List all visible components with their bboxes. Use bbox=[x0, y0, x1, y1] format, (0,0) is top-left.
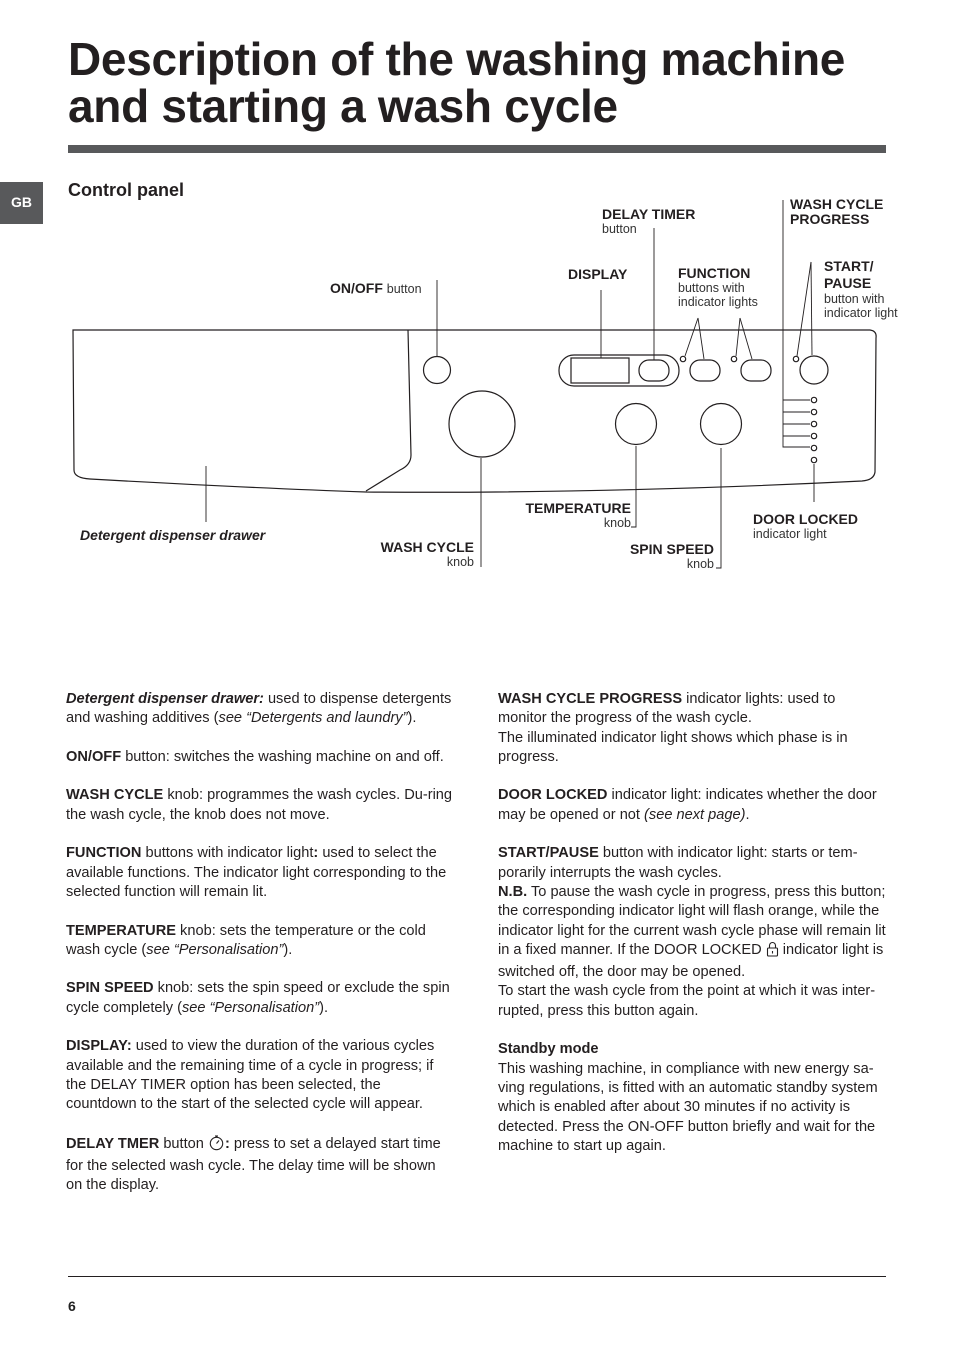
label-display: DISPLAY bbox=[568, 266, 628, 282]
start-pause-light bbox=[793, 356, 798, 361]
function-button-2 bbox=[741, 360, 771, 381]
desc-wash-cycle-progress: WASH CYCLE PROGRESS indicator lights: used to monitor the progress of the wash cycle. The illuminated indicator light shows which phase is in progress. bbox=[498, 691, 848, 765]
section-title: Control panel bbox=[68, 180, 184, 200]
function-button-1 bbox=[690, 360, 720, 381]
desc-function: FUNCTION buttons with indicator light: used to select the available functions. The indicator light corresponding to the selected function will remain lit. bbox=[66, 845, 447, 900]
desc-on-off: ON/OFF button: switches the washing machine on and off. bbox=[66, 748, 444, 765]
label-wash-cycle: WASH CYCLE knob bbox=[380, 539, 474, 569]
function-light-2 bbox=[731, 356, 736, 361]
progress-light-1 bbox=[811, 397, 816, 402]
page-title: Description of the washing machine and starting a wash cycle bbox=[68, 33, 846, 132]
drawer-seam bbox=[366, 330, 411, 491]
desc-spin-speed: SPIN SPEED knob: sets the spin speed or exclude the spin cycle completely (see “Personalisation”). bbox=[66, 980, 450, 1016]
label-delay-timer: DELAY TIMER button bbox=[602, 206, 696, 236]
language-tab: GB bbox=[0, 182, 43, 224]
left-column bbox=[66, 690, 454, 1215]
desc-detergent: Detergent dispenser drawer: used to dispense detergents and washing additives (see “Detergents and laundry”). bbox=[66, 691, 452, 727]
door-locked-light bbox=[811, 457, 816, 462]
label-wash-cycle-progress: WASH CYCLE PROGRESS bbox=[790, 196, 884, 227]
padlock-icon bbox=[766, 941, 779, 963]
label-start-pause: START/ PAUSE button with indicator light bbox=[824, 258, 898, 320]
control-panel-diagram bbox=[0, 0, 954, 600]
progress-light-3 bbox=[811, 421, 816, 426]
label-function: FUNCTION buttons with indicator lights bbox=[678, 265, 758, 309]
desc-delay-timer: DELAY TMER button : press to set a delayed start time for the selected wash cycle. The delay time will be shown on the display. bbox=[66, 1135, 441, 1194]
display-screen bbox=[571, 358, 629, 383]
label-temperature: TEMPERATURE knob bbox=[525, 500, 631, 530]
right-column bbox=[498, 690, 888, 1175]
progress-light-2 bbox=[811, 409, 816, 414]
desc-door-locked: DOOR LOCKED indicator light: indicates whether the door may be opened or not (see next page). bbox=[498, 787, 877, 823]
panel-outline bbox=[73, 330, 876, 492]
desc-wash-cycle: WASH CYCLE knob: programmes the wash cycles. Du-ring the wash cycle, the knob does not move. bbox=[66, 787, 453, 823]
progress-light-5 bbox=[811, 445, 816, 450]
label-on-off: ON/OFF button bbox=[330, 280, 422, 296]
desc-display: DISPLAY: used to view the duration of the various cycles available and the remaining time of a cycle in progress; if the DELAY TIMER option has been selected, the countdown to the start of the selected cycle will appear. bbox=[66, 1038, 435, 1113]
temperature-knob bbox=[616, 404, 657, 445]
function-light-1 bbox=[680, 356, 685, 361]
footer-rule bbox=[68, 1276, 886, 1277]
desc-temperature: TEMPERATURE knob: sets the temperature or the cold wash cycle (see “Personalisation”). bbox=[66, 922, 426, 958]
wash-cycle-knob bbox=[449, 391, 515, 457]
control-panel-drawing bbox=[0, 0, 954, 600]
label-spin-speed: SPIN SPEED knob bbox=[629, 541, 714, 571]
spin-speed-knob bbox=[701, 404, 742, 445]
start-pause-button bbox=[800, 356, 828, 384]
stopwatch-icon bbox=[208, 1134, 225, 1157]
standby-title: Standby mode bbox=[498, 1041, 599, 1058]
desc-standby: Standby mode This washing machine, in compliance with new energy sa-ving regulations, is fitted with an automatic standby system which is enabled after about 30 minutes if no activity is detected. Press the ON-OFF button briefly and wait for the machine to start up again. bbox=[498, 1041, 878, 1154]
label-detergent-drawer: Detergent dispenser drawer bbox=[80, 527, 266, 543]
delay-timer-button bbox=[639, 360, 669, 381]
progress-light-4 bbox=[811, 433, 816, 438]
desc-start-pause: START/PAUSE button with indicator light: starts or tem-porarily interrupts the wash cycles. N.B. To pause the wash cycle in progress, press this button; the corresponding indicator light will flash orange, while the indicator light for the current wash cycle phase will remain lit in a fixed manner. If the DOOR LOCKED indicator light is switched off, the door may be opened. To start the wash cycle from the point at which it was inter-rupted, press this button again. bbox=[498, 845, 886, 1019]
on-off-button bbox=[424, 357, 451, 384]
page-number: 6 bbox=[68, 1298, 76, 1314]
label-door-locked: DOOR LOCKED indicator light bbox=[753, 511, 858, 541]
